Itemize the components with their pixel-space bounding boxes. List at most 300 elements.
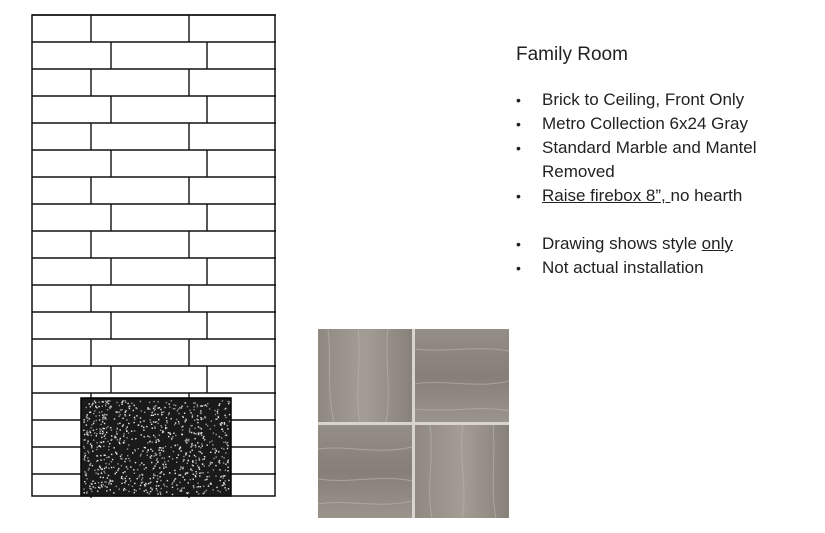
speckle <box>190 446 191 447</box>
speckle <box>102 433 103 434</box>
speckle <box>227 445 228 446</box>
speckle <box>196 491 197 492</box>
speckle <box>147 407 148 408</box>
speckle <box>195 456 196 457</box>
speckle <box>98 473 99 474</box>
speckle <box>114 447 115 448</box>
speckle <box>166 420 167 421</box>
speckle <box>129 408 130 409</box>
speckle <box>181 490 182 491</box>
speckle <box>194 438 195 439</box>
speckle <box>121 476 122 477</box>
speckle <box>224 487 225 488</box>
speckle <box>177 444 178 445</box>
speckle <box>93 421 94 422</box>
speckle <box>120 429 121 430</box>
speckle <box>202 445 203 446</box>
speckle <box>185 453 186 454</box>
speckle <box>111 454 112 455</box>
list-item-text: Brick to Ceiling, Front Only <box>542 90 745 109</box>
speckle <box>176 419 177 420</box>
speckle <box>140 421 141 422</box>
speckle <box>153 415 154 416</box>
speckle <box>215 414 216 415</box>
marble-tile-top-right <box>415 329 509 422</box>
speckle <box>226 443 227 444</box>
speckle <box>104 418 105 419</box>
speckle <box>185 420 186 421</box>
speckle <box>163 484 164 485</box>
speckle <box>96 461 97 462</box>
speckle <box>100 459 101 460</box>
speckle <box>144 490 145 491</box>
speckle <box>163 450 164 451</box>
speckle <box>102 431 103 432</box>
speckle <box>102 414 103 415</box>
speckle <box>147 442 148 443</box>
speckle <box>150 481 151 482</box>
speckle <box>104 468 105 469</box>
speckle <box>92 403 93 404</box>
speckle <box>145 490 146 491</box>
speckle <box>226 435 227 436</box>
speckle <box>125 410 126 411</box>
speckle <box>154 475 155 476</box>
speckle <box>192 460 193 461</box>
speckle <box>193 409 194 410</box>
speckle <box>87 451 88 452</box>
speckle <box>213 469 214 470</box>
speckle <box>182 487 183 488</box>
speckle <box>173 404 174 405</box>
speckle <box>122 418 123 419</box>
speckle <box>171 484 172 485</box>
speckle <box>181 407 182 408</box>
speckle <box>99 466 100 467</box>
speckle <box>165 446 166 447</box>
speckle <box>105 463 106 464</box>
speckle <box>93 486 94 487</box>
speckle <box>169 412 170 413</box>
speckle <box>83 446 84 447</box>
speckle <box>222 485 223 486</box>
speckle <box>152 450 153 451</box>
speckle <box>139 464 140 465</box>
speckle <box>96 442 97 443</box>
speckle <box>115 473 116 474</box>
speckle <box>223 448 224 449</box>
speckle <box>107 441 108 442</box>
speckle <box>102 419 103 420</box>
speckle <box>217 413 218 414</box>
speckle <box>183 417 184 418</box>
speckle <box>206 479 207 480</box>
speckle <box>158 407 159 408</box>
speckle <box>190 469 191 470</box>
speckle <box>154 428 155 429</box>
speckle <box>84 481 85 482</box>
speckle <box>200 433 201 434</box>
speckle <box>197 465 198 466</box>
speckle <box>84 421 85 422</box>
speckle <box>223 475 224 476</box>
speckle <box>206 406 207 407</box>
speckle <box>225 480 226 481</box>
speckle <box>105 414 106 415</box>
speckle <box>156 463 157 464</box>
speckle <box>204 456 205 457</box>
speckle <box>219 436 220 437</box>
speckle <box>161 450 162 451</box>
speckle <box>159 491 160 492</box>
speckle <box>172 494 173 495</box>
list-item <box>516 232 816 256</box>
speckle <box>208 465 209 466</box>
speckle <box>163 474 164 475</box>
speckle <box>156 454 157 455</box>
speckle <box>177 410 178 411</box>
speckle <box>140 417 141 418</box>
speckle <box>138 425 139 426</box>
speckle <box>161 427 162 428</box>
speckle <box>117 423 118 424</box>
speckle <box>158 423 159 424</box>
tile-wall-elevation <box>31 14 277 498</box>
speckle <box>149 493 150 494</box>
speckle <box>121 478 122 479</box>
speckle <box>104 414 105 415</box>
speckle <box>85 455 86 456</box>
speckle <box>203 486 204 487</box>
speckle <box>159 467 160 468</box>
speckle <box>125 478 126 479</box>
speckle <box>106 490 107 491</box>
speckle <box>107 409 108 410</box>
speckle <box>216 487 217 488</box>
speckle <box>218 417 219 418</box>
speckle <box>182 476 183 477</box>
speckle <box>150 458 151 459</box>
speckle <box>214 458 215 459</box>
speckle <box>137 478 138 479</box>
speckle <box>192 450 193 451</box>
speckle <box>96 429 97 430</box>
speckle <box>195 475 196 476</box>
speckle <box>223 442 224 443</box>
speckle <box>103 428 104 429</box>
speckle <box>184 403 185 404</box>
speckle <box>88 460 89 461</box>
speckle <box>94 410 95 411</box>
speckle <box>106 402 107 403</box>
speckle <box>129 415 130 416</box>
list-item <box>516 256 816 280</box>
speckle <box>155 409 156 410</box>
speckle <box>120 414 121 415</box>
speckle <box>123 490 124 491</box>
speckle <box>203 436 204 437</box>
speckle <box>118 468 119 469</box>
speckle <box>134 405 135 406</box>
speckle <box>225 470 226 471</box>
speckle <box>195 445 196 446</box>
speckle <box>195 462 196 463</box>
speckle <box>164 485 165 486</box>
speckle <box>93 423 94 424</box>
speckle <box>228 460 229 461</box>
speckle <box>101 429 102 430</box>
speckle <box>133 422 134 423</box>
speckle <box>116 433 117 434</box>
speckle <box>86 424 87 425</box>
speckle <box>153 401 154 402</box>
speckle <box>197 442 198 443</box>
speckle <box>114 418 115 419</box>
speckle <box>173 408 174 409</box>
speckle <box>192 465 193 466</box>
speckle <box>108 446 109 447</box>
speckle <box>141 462 142 463</box>
speckle <box>184 479 185 480</box>
speckle <box>95 415 96 416</box>
speckle <box>140 455 141 456</box>
disclaimer-list <box>516 232 816 280</box>
list-item-text: Not actual installation <box>542 258 704 277</box>
speckle <box>153 477 154 478</box>
speckle <box>158 419 159 420</box>
speckle <box>128 432 129 433</box>
speckle <box>166 402 167 403</box>
speckle <box>225 432 226 433</box>
speckle <box>200 417 201 418</box>
speckle <box>175 473 176 474</box>
speckle <box>89 431 90 432</box>
speckle <box>116 428 117 429</box>
speckle <box>121 483 122 484</box>
speckle <box>166 491 167 492</box>
speckle <box>116 437 117 438</box>
speckle <box>117 463 118 464</box>
speckle <box>151 455 152 456</box>
speckle <box>185 472 186 473</box>
speckle <box>127 426 128 427</box>
speckle <box>222 400 223 401</box>
speckle <box>168 460 169 461</box>
speckle <box>160 480 161 481</box>
speckle <box>157 462 158 463</box>
speckle <box>195 446 196 447</box>
speckle <box>95 473 96 474</box>
speckle <box>172 436 173 437</box>
speckle <box>192 414 193 415</box>
speckle <box>126 437 127 438</box>
speckle <box>224 423 225 424</box>
speckle <box>140 485 141 486</box>
speckle <box>83 419 84 420</box>
speckle <box>190 479 191 480</box>
speckle <box>106 427 107 428</box>
speckle <box>194 455 195 456</box>
speckle <box>124 461 125 462</box>
speckle <box>121 454 122 455</box>
speckle <box>97 447 98 448</box>
speckle <box>198 458 199 459</box>
speckle <box>134 417 135 418</box>
speckle <box>193 485 194 486</box>
speckle <box>223 483 224 484</box>
speckle <box>225 442 226 443</box>
speckle <box>146 484 147 485</box>
speckle <box>166 422 167 423</box>
speckle <box>84 453 85 454</box>
speckle <box>175 422 176 423</box>
speckle <box>103 446 104 447</box>
speckle <box>113 492 114 493</box>
speckle <box>179 407 180 408</box>
speckle <box>154 465 155 466</box>
speckle <box>109 443 110 444</box>
speckle <box>169 456 170 457</box>
speckle <box>110 480 111 481</box>
speckle <box>207 425 208 426</box>
speckle <box>90 406 91 407</box>
speckle <box>136 408 137 409</box>
speckle <box>167 480 168 481</box>
speckle <box>174 479 175 480</box>
speckle <box>157 475 158 476</box>
speckle <box>89 418 90 419</box>
speckle <box>147 451 148 452</box>
speckle <box>214 425 215 426</box>
speckle <box>126 419 127 420</box>
speckle <box>151 462 152 463</box>
speckle <box>126 476 127 477</box>
speckle <box>227 448 228 449</box>
speckle <box>108 483 109 484</box>
speckle <box>101 411 102 412</box>
spec-list <box>516 88 816 208</box>
speckle <box>175 445 176 446</box>
speckle <box>206 476 207 477</box>
speckle <box>178 413 179 414</box>
speckle <box>179 448 180 449</box>
speckle <box>149 436 150 437</box>
speckle <box>149 419 150 420</box>
speckle <box>128 444 129 445</box>
speckle <box>206 490 207 491</box>
list-item-text: Drawing shows style <box>542 234 702 253</box>
speckle <box>165 425 166 426</box>
speckle <box>162 447 163 448</box>
speckle <box>121 458 122 459</box>
speckle <box>151 489 152 490</box>
speckle <box>110 427 111 428</box>
speckle <box>139 488 140 489</box>
speckle <box>96 433 97 434</box>
speckle <box>114 436 115 437</box>
speckle <box>182 429 183 430</box>
speckle <box>172 482 173 483</box>
speckle <box>160 494 161 495</box>
speckle <box>197 422 198 423</box>
speckle <box>170 434 171 435</box>
speckle <box>98 482 99 483</box>
speckle <box>102 417 103 418</box>
speckle <box>137 469 138 470</box>
speckle <box>207 472 208 473</box>
speckle <box>93 413 94 414</box>
speckle <box>195 471 196 472</box>
speckle <box>143 429 144 430</box>
speckle <box>100 455 101 456</box>
speckle <box>109 400 110 401</box>
speckle <box>144 436 145 437</box>
speckle <box>138 476 139 477</box>
speckle <box>199 469 200 470</box>
speckle <box>150 422 151 423</box>
speckle <box>227 428 228 429</box>
speckle <box>200 486 201 487</box>
speckle <box>109 482 110 483</box>
list-item <box>516 112 816 136</box>
speckle <box>181 406 182 407</box>
speckle <box>111 435 112 436</box>
speckle <box>202 464 203 465</box>
speckle <box>99 433 100 434</box>
speckle <box>224 422 225 423</box>
speckle <box>180 490 181 491</box>
speckle <box>211 483 212 484</box>
speckle <box>104 455 105 456</box>
speckle <box>183 461 184 462</box>
speckle <box>91 484 92 485</box>
speckle <box>204 405 205 406</box>
speckle <box>91 435 92 436</box>
speckle <box>136 490 137 491</box>
speckle <box>159 435 160 436</box>
speckle <box>187 463 188 464</box>
speckle <box>110 489 111 490</box>
speckle <box>122 478 123 479</box>
speckle <box>223 431 224 432</box>
speckle <box>122 401 123 402</box>
speckle <box>91 491 92 492</box>
speckle <box>121 465 122 466</box>
speckle <box>98 487 99 488</box>
speckle <box>217 409 218 410</box>
speckle <box>220 480 221 481</box>
speckle <box>124 488 125 489</box>
speckle <box>156 460 157 461</box>
speckle <box>106 467 107 468</box>
speckle <box>217 418 218 419</box>
speckle <box>203 438 204 439</box>
speckle <box>190 412 191 413</box>
speckle <box>188 440 189 441</box>
list-item-text: only <box>701 234 733 253</box>
speckle <box>160 409 161 410</box>
speckle <box>124 440 125 441</box>
gray-marble-tile-swatch <box>318 329 509 518</box>
speckle <box>203 472 204 473</box>
speckle <box>101 485 102 486</box>
speckle <box>138 448 139 449</box>
speckle <box>180 474 181 475</box>
speckle <box>204 439 205 440</box>
speckle <box>193 479 194 480</box>
speckle <box>108 468 109 469</box>
speckle <box>144 485 145 486</box>
